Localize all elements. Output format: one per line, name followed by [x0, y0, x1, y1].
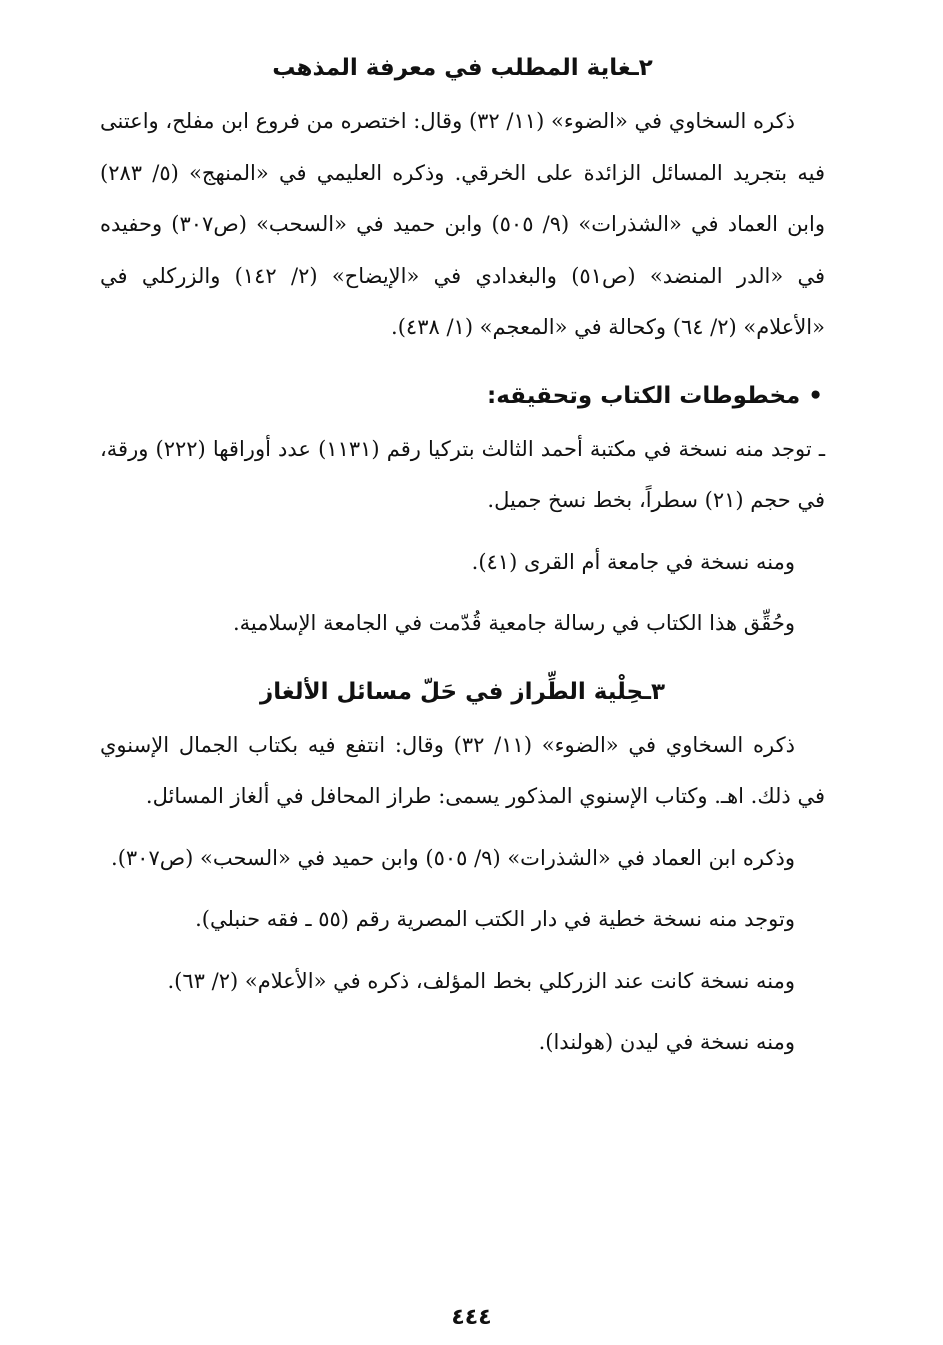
page-body: [100, 40, 825, 1069]
section-2-paragraph-1: ذكره السخاوي في «الضوء» (١١/ ٣٢) وقال: اختصره من فروع ابن مفلح، واعتنى فيه بتجريد المسائل الزائدة على الخرقي. وذكره العليمي في «المنهج» (٥/ ٢٨٣) وابن العماد في «الشذرات» (٩/ ٥٠٥) وابن حميد في «السحب» (ص٣٠٧) وحفيده في «الدر المنضد» (ص٥١) والبغدادي في «الإيضاح» (٢/ ١٤٢) والزركلي في «الأعلام» (٢/ ٦٤) وكحالة في «المعجم» (١/ ٤٣٨).: [100, 109, 825, 339]
section-2-paragraph-2: ـ توجد منه نسخة في مكتبة أحمد الثالث بتركيا رقم (١١٣١) عدد أوراقها (٢٢٢) ورقة، في حجم (٢١) سطراً، بخط نسخ جميل.: [100, 436, 825, 512]
section-2-paragraph-4: وحُقِّق هذا الكتاب في رسالة جامعية قُدّمت في الجامعة الإسلامية.: [232, 611, 795, 635]
section-3-paragraph-3: وتوجد منه نسخة خطية في دار الكتب المصرية رقم (٥٥ ـ فقه حنبلي).: [195, 907, 795, 931]
section-3-paragraph-4: ومنه نسخة كانت عند الزركلي بخط المؤلف، ذكره في «الأعلام» (٢/ ٦٣).: [167, 968, 795, 993]
manuscripts-heading: • مخطوطات الكتاب وتحقيقه:: [487, 382, 823, 409]
section-2-title: ٢ـغاية المطلب في معرفة المذهب: [272, 55, 653, 81]
section-2-paragraph-3: ومنه نسخة في جامعة أم القرى (٤١).: [471, 549, 795, 574]
section-3-paragraph-2: وذكره ابن العماد في «الشذرات» (٩/ ٥٠٥) وابن حميد في «السحب» (ص٣٠٧).: [111, 845, 795, 870]
page-number: ٤٤٤: [451, 1305, 492, 1330]
section-3-paragraph-1: ذكره السخاوي في «الضوء» (١١/ ٣٢) وقال: انتفع فيه بكتاب الجمال الإسنوي في ذلك. اهـ. وكتاب الإسنوي المذكور يسمى: طراز المحافل في ألغاز المسائل.: [100, 732, 825, 808]
section-3-paragraph-5: ومنه نسخة في ليدن (هولندا).: [538, 1030, 795, 1054]
section-3-title: ٣ـحِلْية الطِّراز في حَلّ مسائل الألغاز: [260, 678, 665, 705]
